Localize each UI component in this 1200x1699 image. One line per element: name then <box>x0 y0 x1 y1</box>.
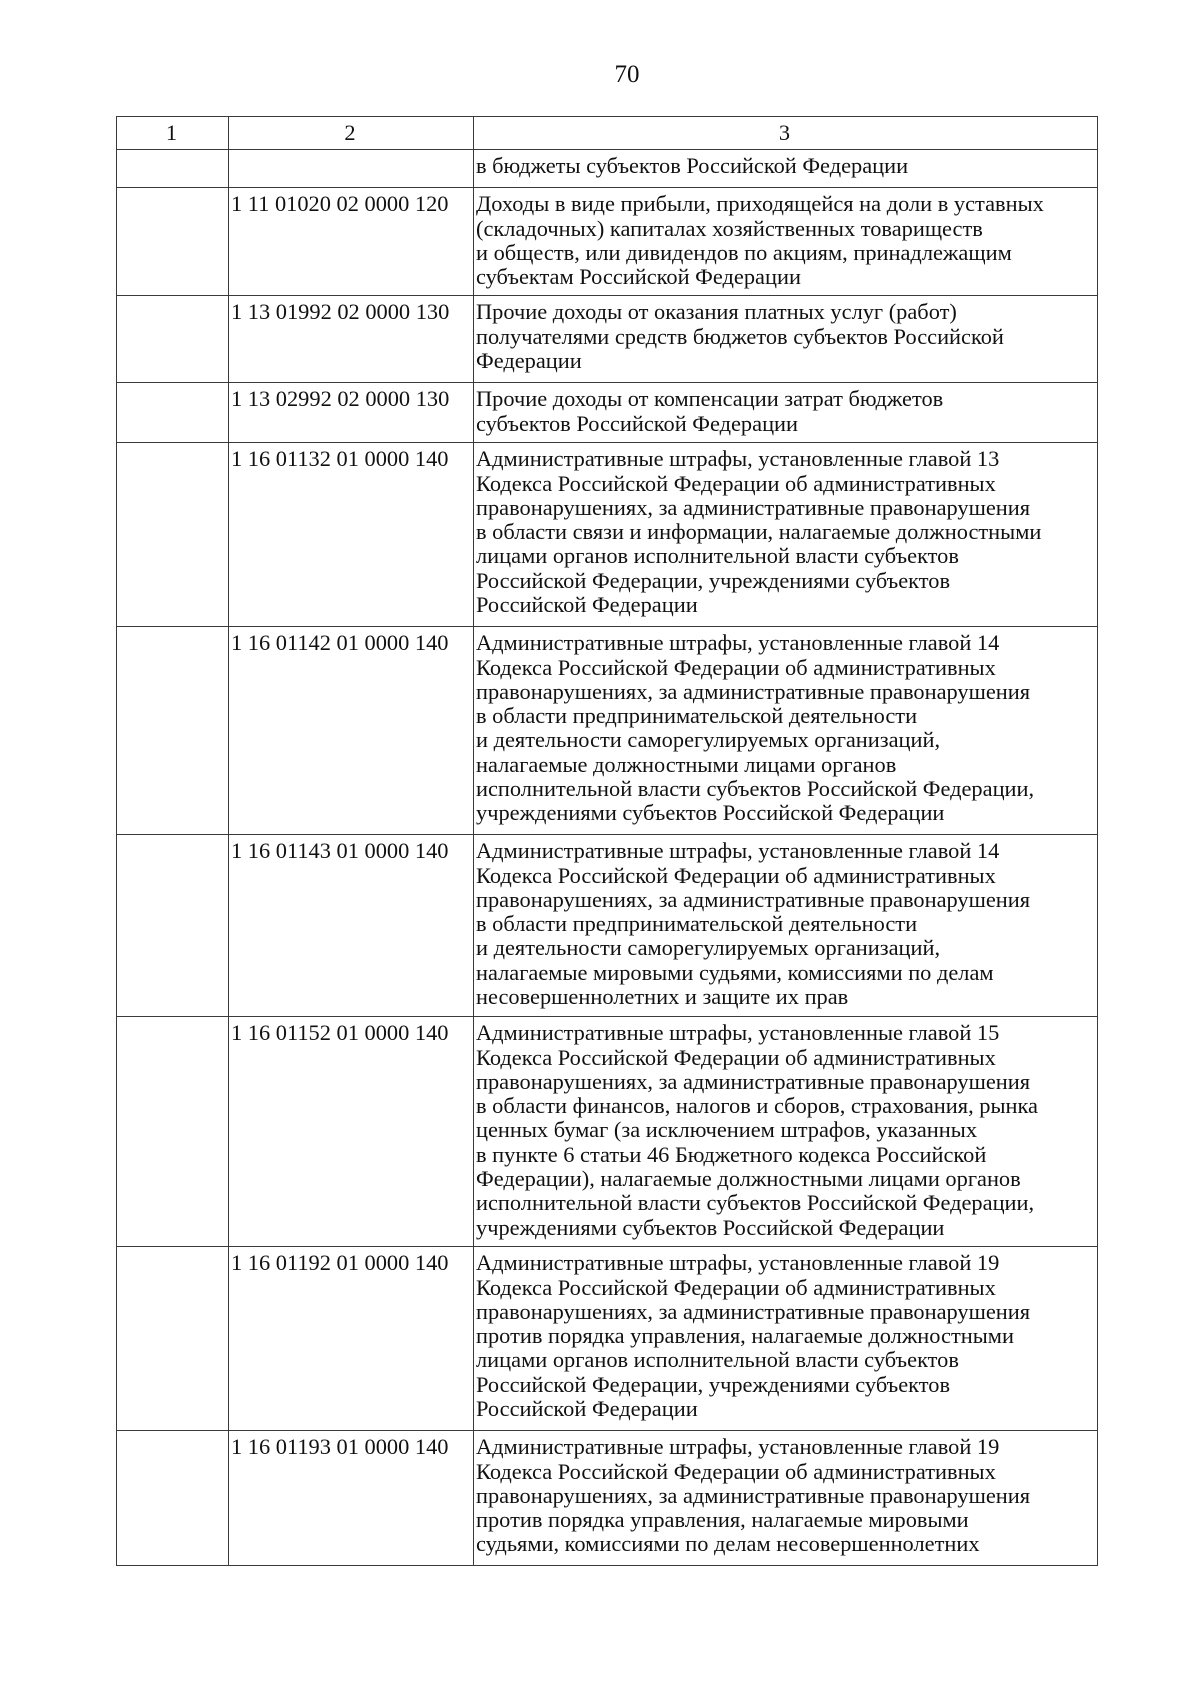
row-index-cell <box>117 1431 229 1566</box>
description-cell: Доходы в виде прибыли, приходящейся на доли в уставных (складочных) капиталах хозяйственных товариществ и обществ, или дивидендов по акциям, принадлежащим субъектам Российской Федерации <box>474 188 1098 296</box>
table-row <box>117 150 1098 188</box>
table-row <box>117 383 1098 443</box>
revenue-code-cell: 1 16 01143 01 0000 140 <box>229 835 474 1017</box>
revenue-code-cell: 1 13 01992 02 0000 130 <box>229 296 474 383</box>
page-number: 70 <box>614 61 640 88</box>
table-row <box>117 188 1098 296</box>
revenue-code-cell <box>229 150 474 188</box>
description-cell: Административные штрафы, установленные главой 14 Кодекса Российской Федерации об административных правонарушениях, за административные правонарушения в области предпринимательской деятельности и деятельности саморегулируемых организаций, налагаемые мировыми судьями, комиссиями по делам несовершеннолетних и защите их прав <box>474 835 1098 1017</box>
row-index-cell <box>117 1017 229 1247</box>
description-cell: Прочие доходы от оказания платных услуг (работ) получателями средств бюджетов субъектов Российской Федерации <box>474 296 1098 383</box>
description-cell: Административные штрафы, установленные главой 14 Кодекса Российской Федерации об административных правонарушениях, за административные правонарушения в области предпринимательской деятельности и деятельности саморегулируемых организаций, налагаемые должностными лицами органов исполнительной власти субъектов Российской Федерации, учреждениями субъектов Российской Федерации <box>474 627 1098 835</box>
revenue-code-cell: 1 16 01132 01 0000 140 <box>229 443 474 627</box>
row-index-cell <box>117 188 229 296</box>
row-index-cell <box>117 443 229 627</box>
revenue-code-cell: 1 11 01020 02 0000 120 <box>229 188 474 296</box>
row-index-cell <box>117 383 229 443</box>
row-index-cell <box>117 1247 229 1431</box>
description-cell: Административные штрафы, установленные главой 13 Кодекса Российской Федерации об административных правонарушениях, за административные правонарушения в области связи и информации, налагаемые должностными лицами органов исполнительной власти субъектов Российской Федерации, учреждениями субъектов Российской Федерации <box>474 443 1098 627</box>
revenue-code-cell: 1 16 01193 01 0000 140 <box>229 1431 474 1566</box>
revenue-code-cell: 1 13 02992 02 0000 130 <box>229 383 474 443</box>
header-cell-col-2: 2 <box>229 117 474 150</box>
table-row <box>117 296 1098 383</box>
table-row <box>117 1017 1098 1247</box>
description-cell: в бюджеты субъектов Российской Федерации <box>474 150 1098 188</box>
row-index-cell <box>117 627 229 835</box>
table-header-row <box>117 117 1098 150</box>
revenue-code-cell: 1 16 01192 01 0000 140 <box>229 1247 474 1431</box>
table-row <box>117 627 1098 835</box>
table-row <box>117 1431 1098 1566</box>
description-cell: Административные штрафы, установленные главой 15 Кодекса Российской Федерации об административных правонарушениях, за административные правонарушения в области финансов, налогов и сборов, страхования, рынка ценных бумаг (за исключением штрафов, указанных в пункте 6 статьи 46 Бюджетного кодекса Российской Федерации), налагаемые должностными лицами органов исполнительной власти субъектов Российской Федерации, учреждениями субъектов Российской Федерации <box>474 1017 1098 1247</box>
revenue-codes-table <box>116 116 1098 1566</box>
description-cell: Прочие доходы от компенсации затрат бюджетов субъектов Российской Федерации <box>474 383 1098 443</box>
description-cell: Административные штрафы, установленные главой 19 Кодекса Российской Федерации об административных правонарушениях, за административные правонарушения против порядка управления, налагаемые мировыми судьями, комиссиями по делам несовершеннолетних <box>474 1431 1098 1566</box>
table-row <box>117 1247 1098 1431</box>
table-row <box>117 835 1098 1017</box>
revenue-code-cell: 1 16 01152 01 0000 140 <box>229 1017 474 1247</box>
row-index-cell <box>117 835 229 1017</box>
row-index-cell <box>117 296 229 383</box>
header-cell-col-3: 3 <box>474 117 1098 150</box>
row-index-cell <box>117 150 229 188</box>
table-row <box>117 443 1098 627</box>
header-cell-col-1: 1 <box>117 117 229 150</box>
revenue-code-cell: 1 16 01142 01 0000 140 <box>229 627 474 835</box>
description-cell: Административные штрафы, установленные главой 19 Кодекса Российской Федерации об административных правонарушениях, за административные правонарушения против порядка управления, налагаемые должностными лицами органов исполнительной власти субъектов Российской Федерации, учреждениями субъектов Российской Федерации <box>474 1247 1098 1431</box>
